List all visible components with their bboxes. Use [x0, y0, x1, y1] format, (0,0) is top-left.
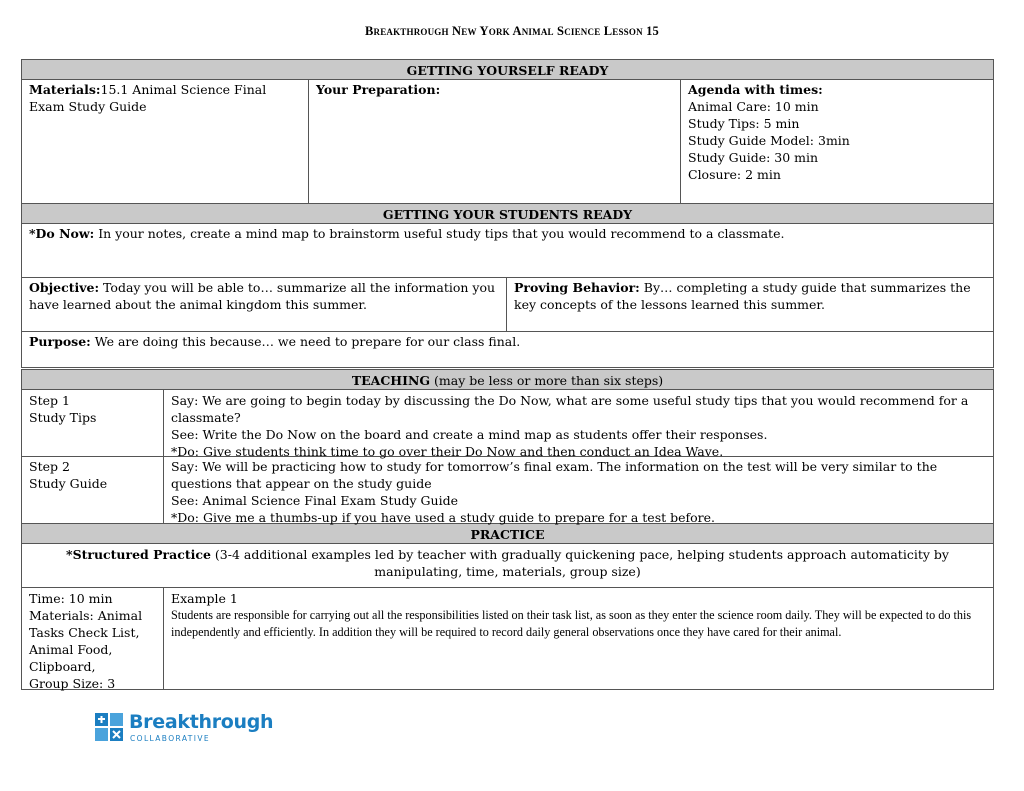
proving-behavior-text: By… completing a study guide that summarizes the key concepts of the lessons learned this summer.	[514, 280, 971, 312]
example-1-row	[21, 588, 994, 690]
agenda-cell	[680, 80, 993, 203]
teaching-band-note: (may be less or more than six steps)	[430, 373, 664, 388]
agenda-label: Agenda with times:	[688, 82, 823, 97]
lesson-plan-table	[21, 59, 994, 690]
logo-subtitle: COLLABORATIVE	[130, 734, 211, 743]
step-2-label-cell	[22, 457, 163, 523]
agenda-item-study-guide-model: Study Guide Model: 3min	[688, 133, 850, 148]
practice-group-size: Group Size: 3	[29, 676, 116, 691]
breakthrough-logo-icon	[95, 713, 123, 743]
example-1-cell	[163, 588, 993, 689]
purpose-label: Purpose:	[29, 334, 91, 349]
step-2-content-cell	[163, 457, 993, 523]
page-title: Breakthrough New York Animal Science Lesson 15	[364, 24, 660, 38]
do-now-row	[21, 224, 994, 278]
teaching-band-title: TEACHING	[351, 373, 431, 388]
step-1-do: *Do: Give students think time to go over their Do Now and then conduct an Idea Wave.	[171, 444, 724, 459]
structured-practice-label: *Structured Practice	[66, 547, 211, 562]
example-1-title: Example 1	[171, 591, 238, 606]
band-practice: PRACTICE	[21, 523, 994, 544]
step-2-do: *Do: Give me a thumbs-up if you have used a study guide to prepare for a test before.	[171, 510, 716, 525]
materials-label: Materials:	[29, 82, 101, 97]
step-1-row	[21, 390, 994, 457]
proving-behavior-label: Proving Behavior:	[514, 280, 640, 295]
preparation-label: Your Preparation:	[316, 82, 441, 97]
agenda-item-study-tips: Study Tips: 5 min	[688, 116, 800, 131]
materials-value: 15.1 Animal Science Final Exam Study Guide	[29, 82, 267, 114]
purpose-row	[21, 332, 994, 368]
logo-wordmark: Breakthrough	[129, 711, 274, 733]
purpose-text: We are doing this because… we need to prepare for our class final.	[90, 334, 521, 349]
step-1-label-cell	[22, 390, 163, 456]
step-2-see: See: Animal Science Final Exam Study Guide	[171, 493, 458, 508]
practice-details-cell	[22, 588, 163, 689]
structured-practice-text: (3-4 additional examples led by teacher with gradually quickening pace, helping students approach automaticity by manipulating, time, materials, group size)	[210, 547, 949, 579]
agenda-item-study-guide: Study Guide: 30 min	[688, 150, 819, 165]
proving-behavior-cell	[506, 278, 993, 331]
do-now-text: In your notes, create a mind map to brainstorm useful study tips that you would recommend to a classmate.	[94, 226, 785, 241]
step-1-see: See: Write the Do Now on the board and create a mind map as students offer their responses.	[171, 427, 768, 442]
do-now-cell	[22, 224, 993, 277]
step-1-name: Study Tips	[29, 410, 97, 425]
objective-cell	[22, 278, 506, 331]
step-2-number: Step 2	[29, 459, 70, 474]
structured-practice-cell	[22, 544, 993, 587]
practice-time: Time: 10 min	[29, 591, 113, 606]
step-1-say: Say: We are going to begin today by discussing the Do Now, what are some useful study tips that you would recommend for a classmate?	[171, 393, 969, 425]
do-now-label: *Do Now:	[29, 226, 95, 241]
objective-label: Objective:	[29, 280, 100, 295]
band-teaching	[21, 369, 994, 390]
agenda-item-animal-care: Animal Care: 10 min	[688, 99, 819, 114]
band-getting-students-ready: GETTING YOUR STUDENTS READY	[21, 203, 994, 224]
objective-row	[21, 278, 994, 332]
step-2-say: Say: We will be practicing how to study for tomorrow’s final exam. The information on the test will be very similar to the questions that appear on the study guide	[171, 459, 938, 491]
materials-cell	[22, 80, 308, 203]
agenda-item-closure: Closure: 2 min	[688, 167, 781, 182]
step-1-content-cell	[163, 390, 993, 459]
breakthrough-logo	[95, 711, 274, 746]
step-2-name: Study Guide	[29, 476, 108, 491]
materials-row	[21, 80, 994, 204]
step-1-number: Step 1	[29, 393, 70, 408]
example-1-body: Students are responsible for carrying out all the responsibilities listed on their task list, as soon as they enter the science room daily. They will be expected to do this independently and efficiently. In addition they will be required to record daily general observations once they have cared for their animal.	[171, 608, 972, 639]
structured-practice-row	[21, 544, 994, 588]
step-2-row	[21, 457, 994, 524]
objective-text: Today you will be able to… summarize all the information you have learned about the animal kingdom this summer.	[29, 280, 496, 312]
practice-materials: Materials: Animal Tasks Check List, Animal Food, Clipboard,	[29, 608, 143, 674]
purpose-cell	[22, 332, 993, 367]
preparation-cell	[308, 80, 680, 203]
band-getting-yourself-ready: GETTING YOURSELF READY	[21, 59, 994, 80]
